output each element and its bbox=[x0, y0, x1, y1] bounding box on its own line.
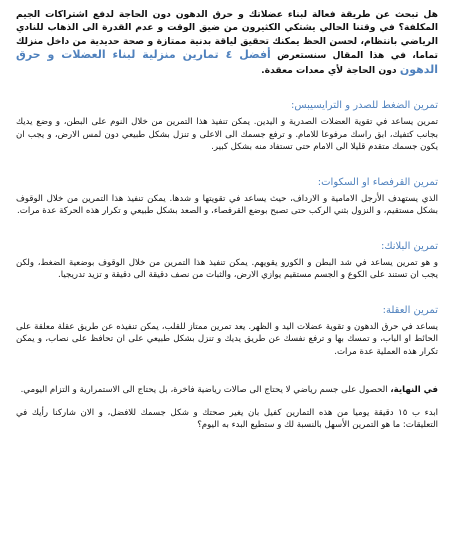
conclusion-paragraph-1 bbox=[16, 384, 438, 397]
section-title: تمرين البلانك: bbox=[380, 240, 438, 252]
section-squat bbox=[16, 176, 438, 218]
intro-paragraph bbox=[16, 8, 438, 77]
article bbox=[16, 8, 438, 442]
section-title: تمرين الضغط للصدر و الترايسيبس: bbox=[291, 100, 438, 112]
intro-highlight: أفضل ٤ تمارين منزلية لبناء العضلات و حرق الدهون bbox=[16, 48, 438, 76]
section-title: تمرين العقلة: bbox=[382, 304, 438, 316]
intro-text-1: هل تبحث عن طريقة فعالة لبناء عضلاتك و حرق الدهون دون الحاجة لدفع اشتراكات الجيم المكلفة؟ في وقتنا الحالي يشتكي الكثيرون من ضيق الوقت و عدم القدرة الى الذهاب للنادي الرياضي بانتظام، لحسن الحظ يمكنك تحقيق لياقة بدنية ممتازة و صحة حديدية من داخل منزلك تماما، في هذا المقال سنستعرض bbox=[16, 9, 438, 62]
section-pullup bbox=[16, 304, 438, 359]
section-plank bbox=[16, 240, 438, 282]
section-body: تمرين يساعد في تقوية العضلات الصدرية و اليدين. يمكن تنفيذ هذا التمرين من خلال النوم على البطن، و وضع يديك بجانب كتفيك، ابق راسك مرفوعا للامام. و ترفع جسمك الى الاعلى و تنزل بشكل طبيعي دون لمس الارض، و يجب ان يكون جسمك متقدم قليلا الى الامام حتى تستفاد منه بشكل كبير. bbox=[16, 117, 438, 153]
section-body: و هو تمرين يساعد في شد البطن و الكورو يقويهم. يمكن تنفيذ هذا التمرين من خلال الوقوف بوضعية الضغط، ولكن يجب ان تستند على الكوع و الجسم مستقيم يوازي الارض، والثبات من نصف دقيقة الى دقيقة و تزيد تدريجيا. bbox=[16, 257, 438, 281]
conclusion-text-1: الحصول على جسم رياضي لا يحتاج الى صالات رياضية فاخرة، بل يحتاج الى الاستمرارية و التزام اليومي. bbox=[20, 385, 388, 396]
conclusion-label: في النهاية، bbox=[390, 385, 438, 396]
section-title: تمرين القرفصاء او السكوات: bbox=[317, 176, 438, 188]
section-pushup bbox=[16, 99, 438, 154]
section-body: يساعد في حرق الدهون و تقوية عضلات اليد و الظهر. يعد تمرين ممتاز للقلب، يمكن تنفيذه عن طريق عقلة معلقة على الحائط او الباب، و تمسك بها و ترفع نفسك عن طريق يديك و تنزل بشكل طبيعي على ان تحافظ على نصاب، و يمكن تكرار هذه العملية عدة مرات. bbox=[16, 321, 438, 357]
section-body: الذي يستهدف الأرجل الامامية و الارداف، حيث يساعد في تقويتها و شدها. يمكن تنفيذ هذا التمرين من خلال الوقوف بشكل مستقيم، و النزول بثني الركب حتى تصبح بوضع القرفصاء، و الصعد بشكل طبيعي و تكرار هذه الحركة عدة مرات. bbox=[16, 193, 438, 217]
conclusion bbox=[16, 384, 438, 432]
intro-text-2: دون الحاجة لأي معدات معقدة. bbox=[261, 64, 397, 76]
conclusion-paragraph-2: ابدء ب ١٥ دقيقة يوميا من هذه التمارين كفيل بان يغير صحتك و شكل جسمك للافضل، و الان شاركنا رأيك في التعليقات: ما هو التمرين الأسهل بالنسبة لك و ستطيع البدء به اليوم؟ bbox=[16, 407, 438, 431]
